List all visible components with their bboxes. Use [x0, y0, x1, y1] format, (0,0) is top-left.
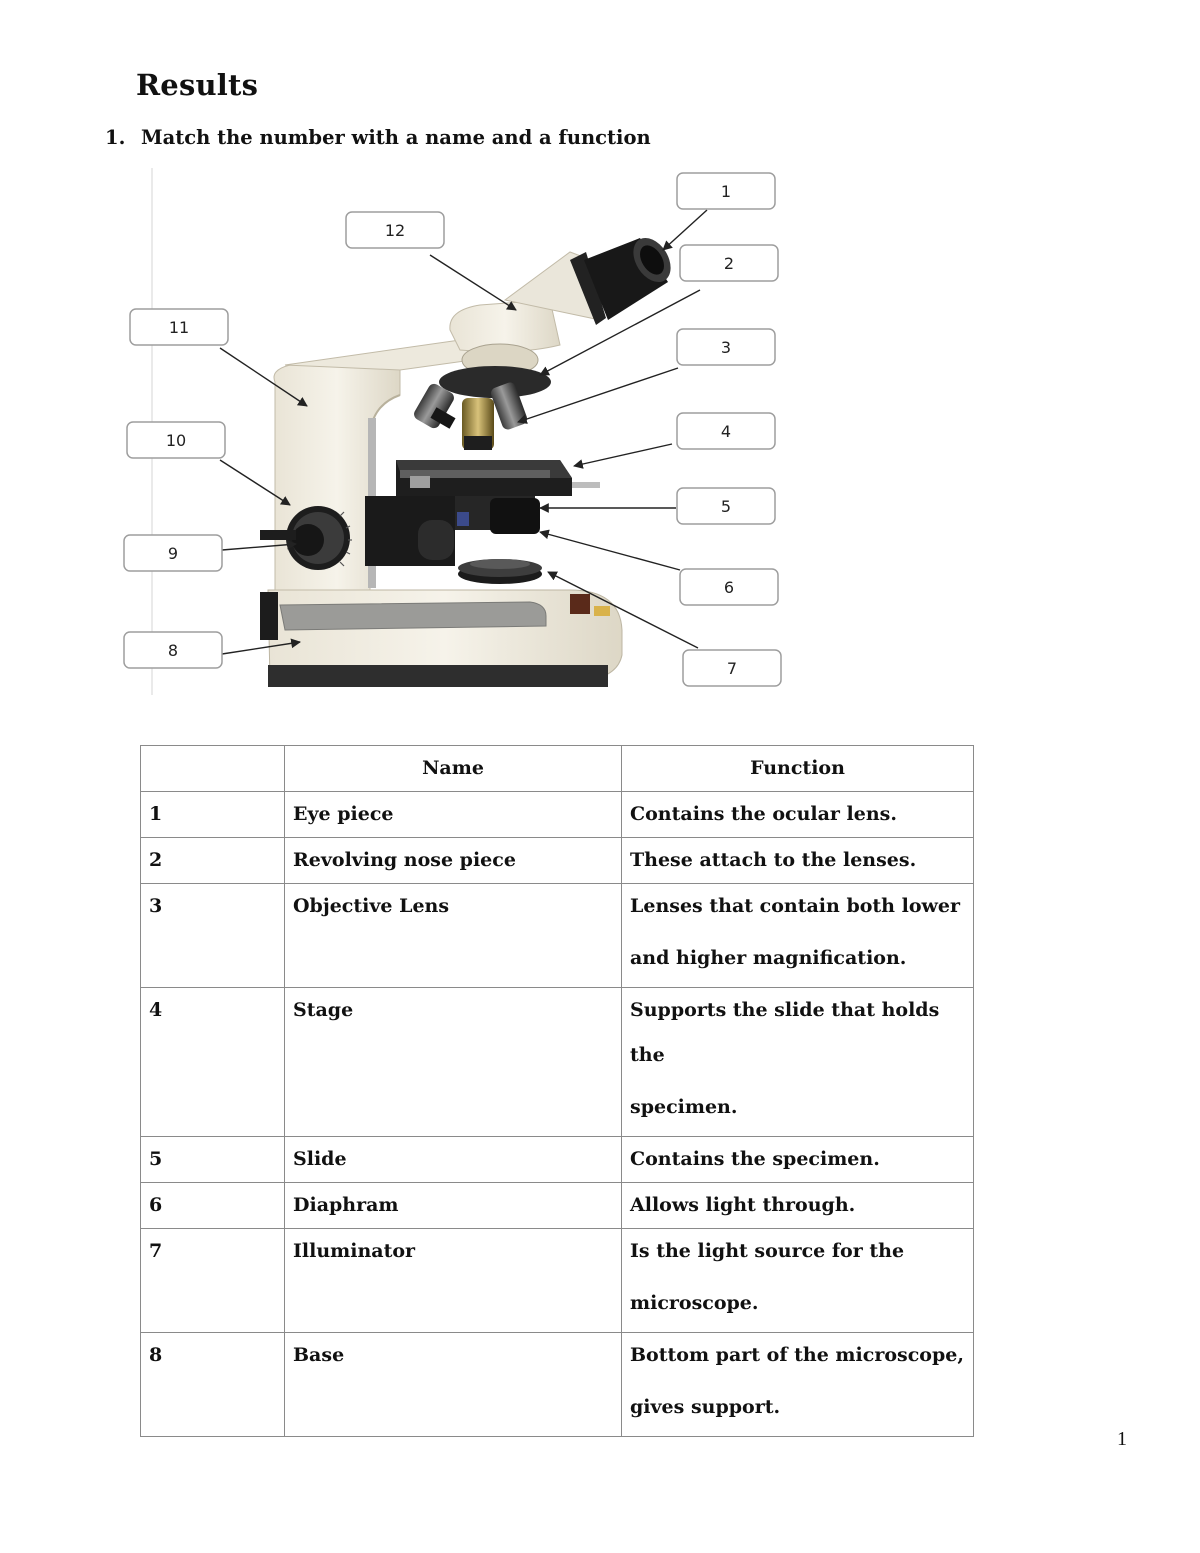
callout-label: 2: [723, 254, 735, 273]
table-row: [141, 988, 974, 1137]
row-function: Allows light through.: [622, 1183, 974, 1229]
callout-10: [127, 422, 225, 458]
row-function: [622, 988, 974, 1137]
row-number: 6: [141, 1183, 285, 1229]
table-row: [141, 1183, 974, 1229]
row-name: Stage: [285, 988, 622, 1137]
callout-5: [677, 488, 775, 524]
callout-label: 1: [720, 182, 732, 201]
table-row: [141, 792, 974, 838]
callout-4: [677, 413, 775, 449]
row-function-line: Supports the slide that holds the: [630, 999, 940, 1066]
row-function-line: and higher magnification.: [630, 947, 907, 969]
callout-label: 11: [168, 318, 190, 337]
question-number: 1.: [105, 126, 126, 149]
row-function-line: Is the light source for the: [630, 1240, 905, 1262]
table-row: [141, 1333, 974, 1437]
callout-7: [683, 650, 781, 686]
row-function: [622, 884, 974, 988]
header-name: Name: [285, 746, 622, 792]
callout-6: [680, 569, 778, 605]
table-row: [141, 884, 974, 988]
row-number: 1: [141, 792, 285, 838]
callout-label: 10: [165, 431, 187, 450]
row-function-line: Bottom part of the microscope,: [630, 1344, 964, 1366]
row-function-line: gives support.: [630, 1396, 781, 1418]
table-row: [141, 838, 974, 884]
callout-label: 7: [726, 659, 738, 678]
row-number: 8: [141, 1333, 285, 1437]
callout-label: 4: [720, 422, 732, 441]
callout-label: 9: [167, 544, 179, 563]
callout-label: 6: [723, 578, 735, 597]
question-text: Match the number with a name and a function: [141, 126, 651, 149]
row-function: [622, 1229, 974, 1333]
table-row: [141, 1229, 974, 1333]
callout-8: [124, 632, 222, 668]
row-number: 2: [141, 838, 285, 884]
row-function-line: Lenses that contain both lower: [630, 895, 960, 917]
callout-3: [677, 329, 775, 365]
table-row: [141, 1137, 974, 1183]
row-name: Eye piece: [285, 792, 622, 838]
row-function-line: specimen.: [630, 1096, 738, 1118]
microscope-diagram: [100, 160, 800, 705]
row-name: Illuminator: [285, 1229, 622, 1333]
row-name: Base: [285, 1333, 622, 1437]
header-number: [141, 746, 285, 792]
row-number: 3: [141, 884, 285, 988]
table-header-row: [141, 746, 974, 792]
callout-1: [677, 173, 775, 209]
parts-table: [140, 745, 974, 1437]
microscope-body: [260, 231, 678, 687]
row-number: 7: [141, 1229, 285, 1333]
row-name: Objective Lens: [285, 884, 622, 988]
question-1: [105, 126, 651, 149]
callout-2: [680, 245, 778, 281]
header-function: Function: [622, 746, 974, 792]
row-name: Diaphram: [285, 1183, 622, 1229]
callout-label: 5: [720, 497, 732, 516]
row-function: These attach to the lenses.: [622, 838, 974, 884]
row-function: [622, 1333, 974, 1437]
callout-9: [124, 535, 222, 571]
callout-11: [130, 309, 228, 345]
callout-12: [346, 212, 444, 248]
row-name: Revolving nose piece: [285, 838, 622, 884]
callout-label: 12: [384, 221, 406, 240]
section-heading: Results: [136, 68, 259, 102]
row-number: 4: [141, 988, 285, 1137]
callout-label: 8: [167, 641, 179, 660]
microscope-illustration: [100, 160, 800, 705]
callout-label: 3: [720, 338, 732, 357]
row-number: 5: [141, 1137, 285, 1183]
row-function: Contains the ocular lens.: [622, 792, 974, 838]
row-name: Slide: [285, 1137, 622, 1183]
page-number: 1: [1117, 1428, 1127, 1450]
row-function: Contains the specimen.: [622, 1137, 974, 1183]
row-function-line: microscope.: [630, 1292, 759, 1314]
